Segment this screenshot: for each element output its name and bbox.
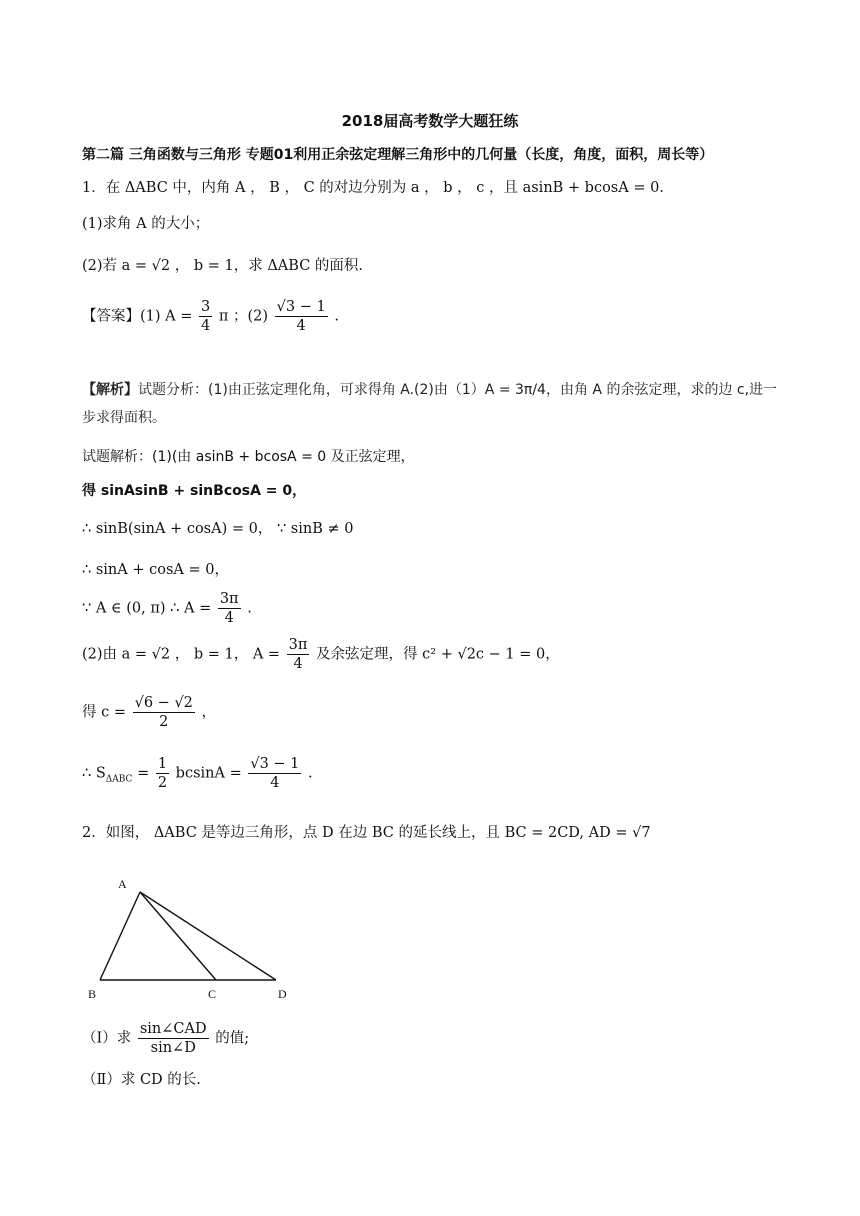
q2-part2: （Ⅱ）求 CD 的长. xyxy=(82,1072,201,1088)
fraction-denominator: 4 xyxy=(224,610,234,626)
q1-part1: (1)求角 A 的大小； xyxy=(82,216,210,232)
answer-prefix: 【答案】(1) A = xyxy=(82,308,193,325)
q1-stem: 1．在 ΔABC 中，内角 A ， B ， C 的对边分别为 a ， b ， c ，且 asinB + bcosA = 0． xyxy=(82,180,674,196)
answer-fraction-2 xyxy=(275,298,328,335)
answer-end: . xyxy=(334,308,339,325)
part1-end: 的值; xyxy=(215,1030,250,1047)
part1-pre: （Ⅰ）求 xyxy=(82,1030,132,1047)
step4-fraction xyxy=(218,590,241,627)
fraction-denominator: 2 xyxy=(159,714,169,730)
solution-step-3: ∴ sinA + cosA = 0， xyxy=(82,562,229,578)
segment-ac xyxy=(140,892,216,980)
step5-end: 及余弦定理，得 c² + √2c − 1 = 0， xyxy=(316,646,560,663)
q2-part1 xyxy=(82,1020,249,1057)
analysis-text: 试题分析：(1)由正弦定理化角，可求得角 A.(2)由（1）A = 3π/4，由角 A 的余弦定理，求的边 c,进一步求得面积。 xyxy=(82,382,778,426)
answer-fraction-1 xyxy=(199,298,212,335)
fraction-numerator: √3 − 1 xyxy=(250,756,300,772)
fraction-numerator: 3π xyxy=(219,591,239,607)
step5-fraction xyxy=(287,636,310,673)
vertex-label-c: C xyxy=(208,987,217,1001)
step7-end: . xyxy=(308,765,313,782)
segment-ab xyxy=(100,892,140,980)
section-subtitle: 第二篇 三角函数与三角形 专题01利用正余弦定理解三角形中的几何量（长度，角度，面积，周长等） xyxy=(82,147,714,163)
fraction-denominator: 4 xyxy=(293,656,303,672)
q2-stem: 2．如图， ΔABC 是等边三角形，点 D 在边 BC 的延长线上，且 BC = 2CD, AD = √7 xyxy=(82,825,651,841)
vertex-label-a: A xyxy=(118,877,127,891)
step7-fraction-1 xyxy=(156,755,169,792)
step6-pre: 得 c = xyxy=(82,704,126,721)
solution-step-7 xyxy=(82,755,313,792)
analysis-label: 【解析】 xyxy=(82,382,138,398)
solution-step-6 xyxy=(82,694,216,731)
analysis-block xyxy=(82,376,782,432)
solution-step-2: ∴ sinB(sinA + cosA) = 0， ∵ sinB ≠ 0 xyxy=(82,521,354,537)
fraction-denominator: sin∠D xyxy=(150,1040,196,1056)
vertex-label-d: D xyxy=(278,987,287,1001)
page-title: 2018届高考数学大题狂练 xyxy=(341,112,519,130)
fraction-numerator: √3 − 1 xyxy=(276,299,326,315)
fraction-numerator: sin∠CAD xyxy=(139,1021,207,1037)
solution-step-1: 得 sinAsinB + sinBcosA = 0， xyxy=(82,483,307,499)
answer-mid: π ；(2) xyxy=(218,308,269,325)
q1-part2: (2)若 a = √2 ， b = 1，求 ΔABC 的面积. xyxy=(82,258,364,274)
solution-step-4 xyxy=(82,590,252,627)
step7-fraction-2 xyxy=(248,755,301,792)
fraction-denominator: 4 xyxy=(201,318,211,334)
segment-ad xyxy=(140,892,276,980)
triangle-diagram xyxy=(82,870,312,1010)
fraction-denominator: 4 xyxy=(270,775,280,791)
step7-mid: bcsinA = xyxy=(175,765,242,782)
step5-pre: (2)由 a = √2 ， b = 1， A = xyxy=(82,646,281,663)
step7-pre: ∴ S xyxy=(82,765,106,782)
step6-fraction xyxy=(133,694,195,731)
fraction-denominator: 4 xyxy=(296,318,306,334)
fraction-numerator: 1 xyxy=(157,756,168,772)
step7-subscript: ΔABC xyxy=(105,774,133,785)
step4-end: . xyxy=(247,600,252,617)
solution-head: 试题解析：(1)(由 asinB + bcosA = 0 及正弦定理， xyxy=(82,449,415,465)
vertex-label-b: B xyxy=(88,987,97,1001)
fraction-denominator: 2 xyxy=(157,775,168,791)
solution-step-5 xyxy=(82,636,560,673)
step7-eq: = xyxy=(137,765,150,782)
q1-answer xyxy=(82,298,339,335)
fraction-numerator: √6 − √2 xyxy=(134,695,193,711)
step4-pre: ∵ A ∈ (0, π) ∴ A = xyxy=(82,600,212,617)
step6-end: ， xyxy=(201,704,217,721)
fraction-numerator: 3π xyxy=(288,637,308,653)
part1-fraction xyxy=(138,1020,209,1057)
fraction-numerator: 3 xyxy=(201,299,211,315)
